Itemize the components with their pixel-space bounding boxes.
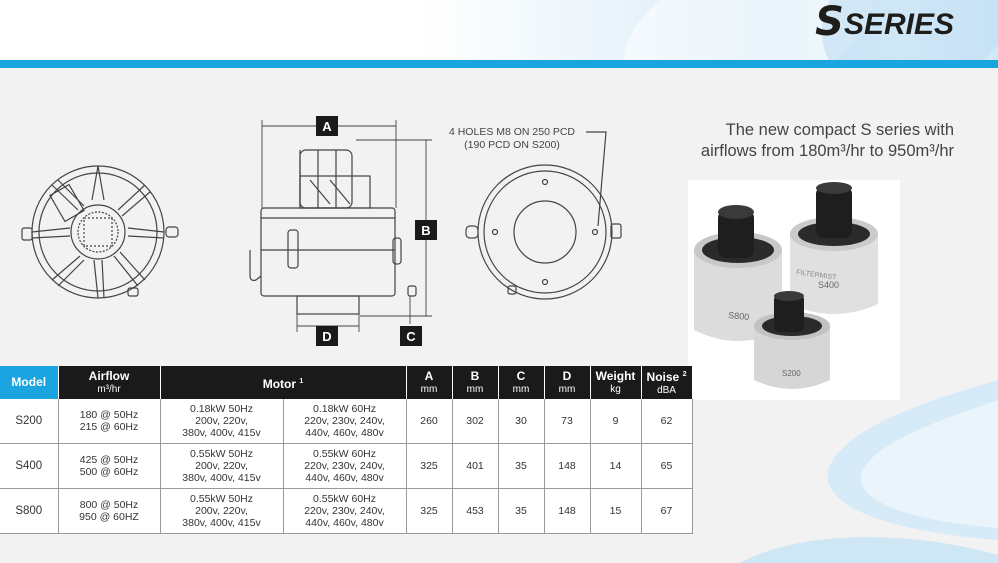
col-weight: Weight kg bbox=[590, 366, 641, 399]
cell-model: S200 bbox=[0, 399, 58, 444]
svg-text:D: D bbox=[322, 329, 332, 344]
svg-text:A: A bbox=[322, 119, 332, 134]
holes-note-line2: (190 PCD ON S200) bbox=[464, 139, 560, 151]
tagline-line2: airflows from 180m³/hr to 950m³/hr bbox=[700, 142, 954, 160]
dimension-a-label bbox=[316, 116, 338, 136]
dimension-d-label bbox=[316, 326, 338, 346]
cell-airflow: 180 @ 50Hz 215 @ 60Hz bbox=[58, 399, 160, 444]
logo-initial: S bbox=[815, 0, 844, 45]
cell-motor-60hz: 0.55kW 60Hz 220v, 230v, 240v, 440v, 460v, 480v bbox=[283, 489, 406, 534]
cell-c: 35 bbox=[498, 444, 544, 489]
cell-b: 401 bbox=[452, 444, 498, 489]
table-row bbox=[0, 444, 692, 489]
s-series-logo bbox=[815, 0, 954, 45]
cell-model: S400 bbox=[0, 444, 58, 489]
col-b: B mm bbox=[452, 366, 498, 399]
col-noise: Noise $^2$ dBA bbox=[641, 366, 692, 399]
cell-airflow: 425 @ 50Hz 500 @ 60Hz bbox=[58, 444, 160, 489]
cell-motor-60hz: 0.55kW 60Hz 220v, 230v, 240v, 440v, 460v, 480v bbox=[283, 444, 406, 489]
cell-a: 325 bbox=[406, 489, 452, 534]
dimension-b-label bbox=[415, 220, 437, 240]
table-row bbox=[0, 399, 692, 444]
cell-c: 35 bbox=[498, 489, 544, 534]
rear-view-drawing bbox=[466, 132, 621, 299]
header-banner bbox=[0, 0, 998, 62]
cell-motor-60hz: 0.18kW 60Hz 220v, 230v, 240v, 440v, 460v, 480v bbox=[283, 399, 406, 444]
svg-text:B: B bbox=[421, 223, 431, 238]
svg-text:FILTERMIST: FILTERMIST bbox=[795, 269, 837, 282]
col-c: C mm bbox=[498, 366, 544, 399]
svg-text:S800: S800 bbox=[727, 310, 750, 323]
dimension-c-label bbox=[400, 326, 422, 346]
dimension-lines bbox=[262, 120, 432, 332]
tagline-line1: The new compact S series with bbox=[725, 121, 954, 139]
cell-c: 30 bbox=[498, 399, 544, 444]
side-view-drawing bbox=[250, 150, 416, 314]
table-header-row bbox=[0, 366, 692, 399]
cell-motor-50hz: 0.55kW 50Hz 200v, 220v, 380v, 400v, 415v bbox=[160, 489, 283, 534]
cell-motor-50hz: 0.18kW 50Hz 200v, 220v, 380v, 400v, 415v bbox=[160, 399, 283, 444]
holes-note-line1: 4 HOLES M8 ON 250 PCD bbox=[448, 126, 576, 138]
cell-b: 453 bbox=[452, 489, 498, 534]
cell-d: 73 bbox=[544, 399, 590, 444]
logo-word: SERIES bbox=[843, 8, 954, 41]
svg-text:S400: S400 bbox=[818, 280, 840, 290]
col-airflow: Airflow m³/hr bbox=[58, 366, 160, 399]
col-model: Model bbox=[0, 366, 58, 399]
col-motor: Motor $^1$ bbox=[160, 366, 406, 399]
cell-weight: 9 bbox=[590, 399, 641, 444]
cell-weight: 14 bbox=[590, 444, 641, 489]
col-a: A mm bbox=[406, 366, 452, 399]
cell-a: 325 bbox=[406, 444, 452, 489]
cell-noise: 67 bbox=[641, 489, 692, 534]
cell-d: 148 bbox=[544, 444, 590, 489]
accent-bar bbox=[0, 60, 998, 68]
tagline bbox=[662, 120, 954, 162]
cell-model: S800 bbox=[0, 489, 58, 534]
table-row bbox=[0, 489, 692, 534]
cell-noise: 65 bbox=[641, 444, 692, 489]
cell-motor-50hz: 0.55kW 50Hz 200v, 220v, 380v, 400v, 415v bbox=[160, 444, 283, 489]
cell-airflow: 800 @ 50Hz 950 @ 60HZ bbox=[58, 489, 160, 534]
cell-a: 260 bbox=[406, 399, 452, 444]
svg-text:S200: S200 bbox=[782, 369, 801, 378]
col-d: D mm bbox=[544, 366, 590, 399]
cell-noise: 62 bbox=[641, 399, 692, 444]
cell-b: 302 bbox=[452, 399, 498, 444]
technical-drawing bbox=[0, 100, 680, 355]
background-wave bbox=[680, 380, 998, 563]
svg-text:C: C bbox=[406, 329, 416, 344]
spec-table bbox=[0, 366, 693, 534]
product-photo bbox=[688, 180, 900, 400]
cell-weight: 15 bbox=[590, 489, 641, 534]
front-view-drawing bbox=[22, 166, 178, 298]
cell-d: 148 bbox=[544, 489, 590, 534]
